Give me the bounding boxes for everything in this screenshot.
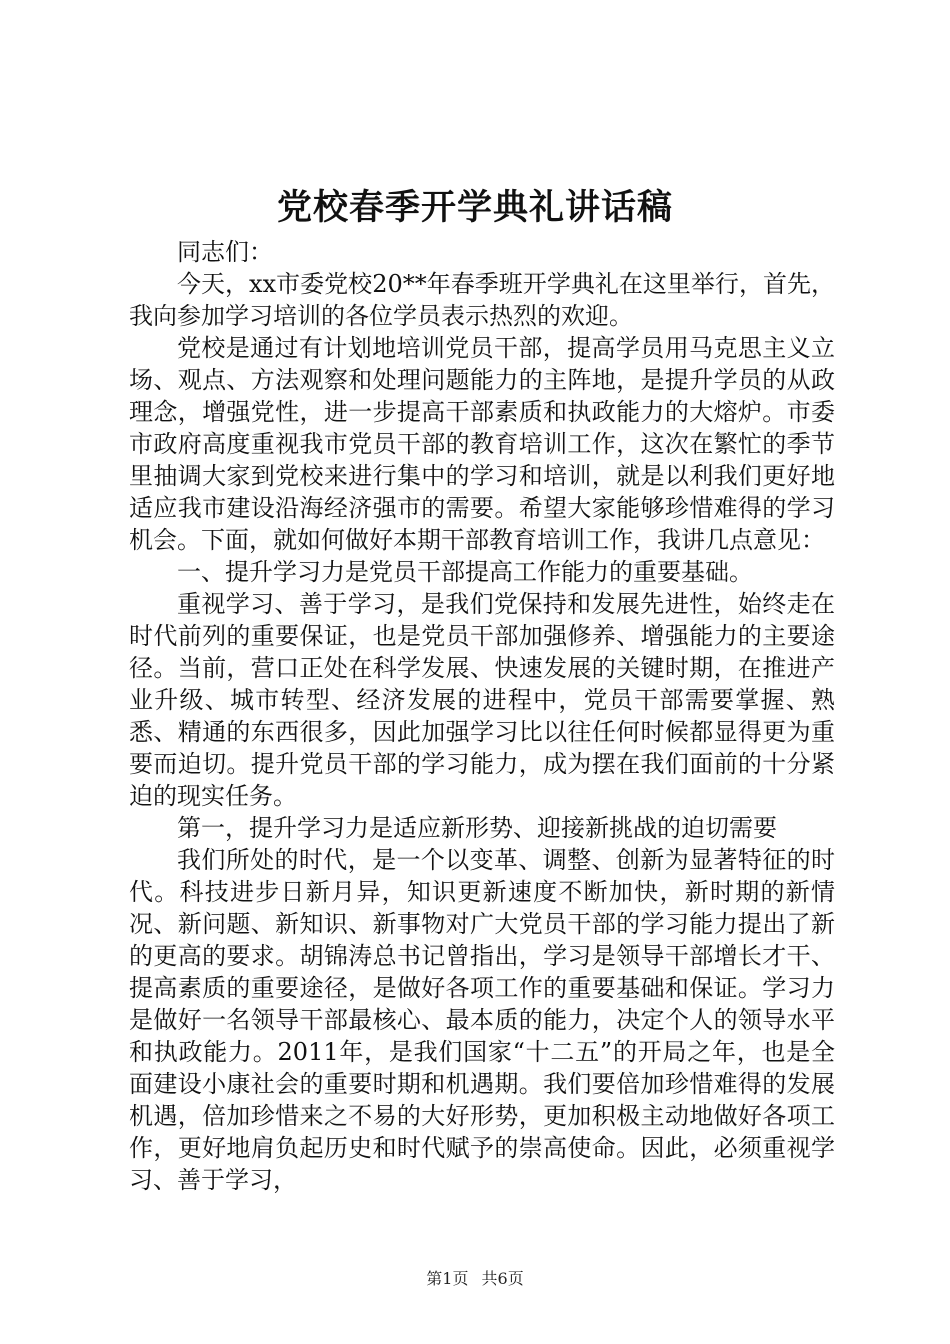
paragraph-era-of-change: 我们所处的时代，是一个以变革、调整、创新为显著特征的时代。科技进步日新月异，知识更新速度不断加快，新时期的新情况、新问题、新知识、新事物对广大党员干部的学习能力提出了新的更高的要求。胡锦涛总书记曾指出，学习是领导干部增长才干、提高素质的重要途径，是做好各项工作的重要基础和保证。学习力是做好一名领导干部最核心、最本质的能力，决定个人的领导水平和执政能力。2011年，是我们国家“十二五”的开局之年，也是全面建设小康社会的重要时期和机遇期。我们要倍加珍惜难得的发展机遇，倍加珍惜来之不易的大好形势，更加积极主动地做好各项工作，更好地肩负起历史和时代赋予的崇高使命。因此，必须重视学习、善于学习，: [129, 846, 835, 1194]
page-number: 第1页: [426, 1269, 469, 1288]
page-footer: [0, 1268, 950, 1290]
page-total: 共6页: [481, 1269, 524, 1288]
paragraph-welcome: 今天，xx市委党校20**年春季班开学典礼在这里举行，首先，我向参加学习培训的各位学员表示热烈的欢迎。: [129, 270, 835, 330]
paragraph-importance-of-learning: 重视学习、善于学习，是我们党保持和发展先进性，始终走在时代前列的重要保证，也是党员干部加强修养、增强能力的主要途径。当前，营口正处在科学发展、快速发展的关键时期，在推进产业升级、城市转型、经济发展的进程中，党员干部需要掌握、熟悉、精通的东西很多，因此加强学习比以往任何时候都显得更为重要而迫切。提升党员干部的学习能力，成为摆在我们面前的十分紧迫的现实任务。: [129, 590, 835, 810]
paragraph-salutation: 同志们：: [177, 238, 273, 266]
document-body: [129, 236, 835, 1196]
document-title: 党校春季开学典礼讲话稿: [276, 187, 673, 228]
section-heading-one: 一、提升学习力是党员干部提高工作能力的重要基础。: [177, 558, 753, 586]
paragraph-party-school-role: 党校是通过有计划地培训党员干部，提高学员用马克思主义立场、观点、方法观察和处理问题能力的主阵地，是提升学员的从政理念，增强党性，进一步提高干部素质和执政能力的大熔炉。市委市政府高度重视我市党员干部的教育培训工作，这次在繁忙的季节里抽调大家到党校来进行集中的学习和培训，就是以利我们更好地适应我市建设沿海经济强市的需要。希望大家能够珍惜难得的学习机会。下面，就如何做好本期干部教育培训工作，我讲几点意见：: [129, 334, 835, 554]
subsection-heading-first: 第一，提升学习力是适应新形势、迎接新挑战的迫切需要: [177, 814, 777, 842]
